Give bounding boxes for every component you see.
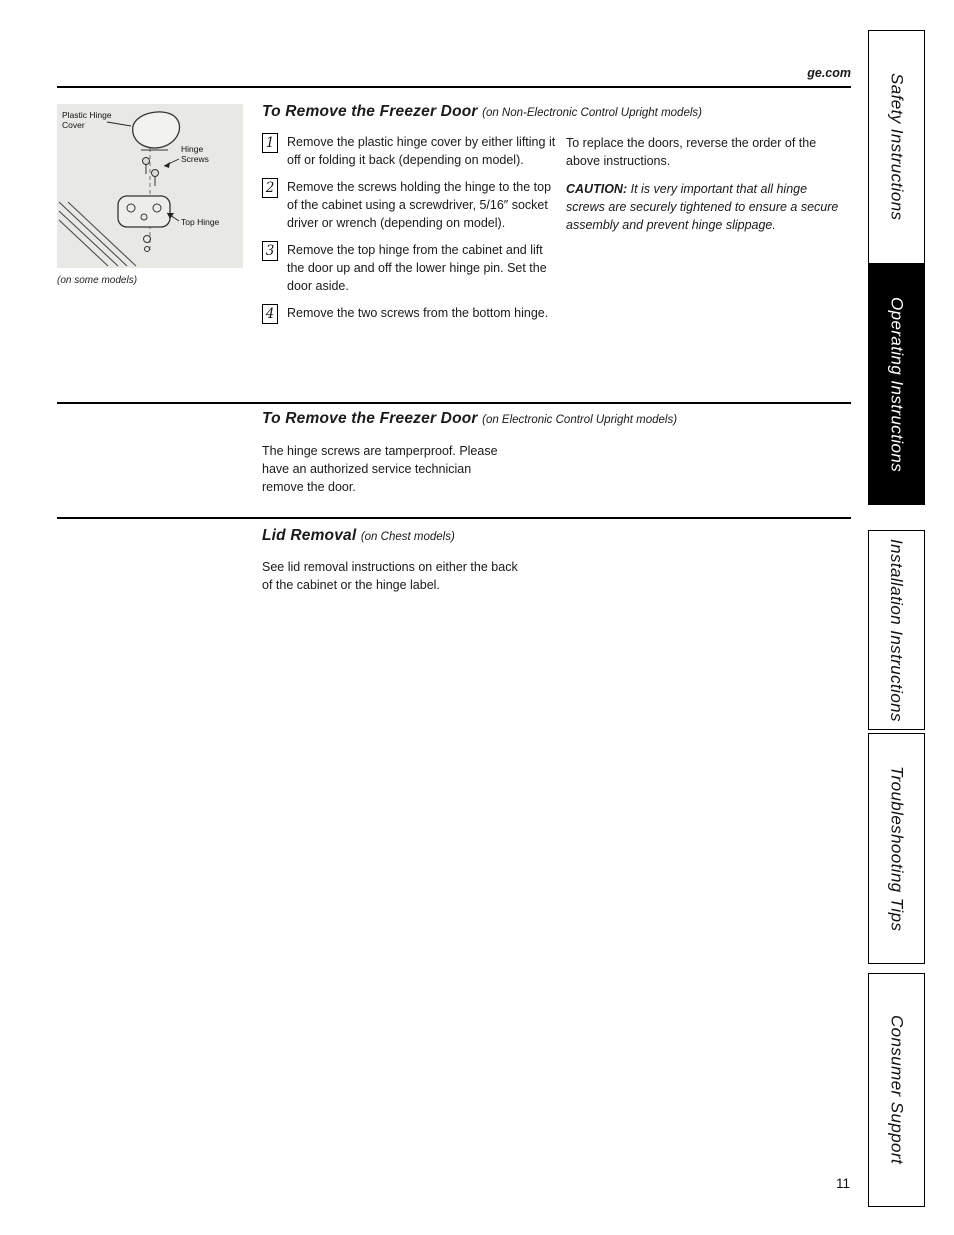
- section-divider-2: [57, 517, 851, 519]
- site-url: ge.com: [807, 66, 851, 80]
- page-number: 11: [835, 1176, 850, 1191]
- tab-operating-instructions-label: Operating Instructions: [887, 296, 907, 473]
- figure-label-plastic-hinge-cover: Plastic Hinge: [62, 110, 112, 120]
- caution-text: It is very important that all hinge screws are securely tightened to ensure a secure assembly and prevent hinge slippage.: [566, 182, 839, 232]
- section-1-title: To Remove the Freezer Door: [262, 103, 478, 120]
- tab-troubleshooting-tips-label: Troubleshooting Tips: [887, 765, 907, 932]
- step-2-text: Remove the screws holding the hinge to the top of the cabinet using a screwdriver, 5/16″ socket driver or wrench (depending on model).: [287, 180, 552, 230]
- step-4-text: Remove the two screws from the bottom hinge.: [287, 306, 549, 320]
- section-2-heading: [262, 410, 862, 428]
- section-3-body: See lid removal instructions on either the back of the cabinet or the hinge label.: [262, 560, 518, 592]
- tab-consumer-support-label: Consumer Support: [887, 1015, 907, 1165]
- section-3-title: Lid Removal: [262, 527, 357, 544]
- removal-steps-list: [262, 133, 556, 333]
- figure-caption: (on some models): [57, 275, 138, 286]
- header-rule: [57, 86, 851, 88]
- svg-text:Screws: Screws: [181, 154, 209, 164]
- hinge-screws-shape: [143, 158, 159, 187]
- step-1-text: Remove the plastic hinge cover by either lifting it off or folding it back (depending on model).: [287, 135, 556, 167]
- plastic-hinge-cover-shape: [133, 112, 180, 148]
- section-3-subtitle: (on Chest models): [360, 531, 455, 543]
- section-1-right-column: [566, 134, 848, 244]
- top-hinge-shape: [118, 196, 170, 252]
- step-3-number: 3: [262, 241, 278, 261]
- section-3-heading: [262, 527, 862, 545]
- tab-operating-instructions: [868, 264, 925, 505]
- step-4-number: 4: [262, 304, 278, 324]
- caution-label: CAUTION:: [566, 182, 628, 196]
- step-1-number: 1: [262, 133, 278, 153]
- section-divider-1: [57, 402, 851, 404]
- figure-label-top-hinge: Top Hinge: [181, 217, 220, 227]
- caution-paragraph: [566, 180, 848, 234]
- hinge-diagram-illustration: [57, 104, 243, 268]
- tab-consumer-support: [868, 973, 925, 1207]
- svg-text:Cover: Cover: [62, 120, 85, 130]
- hinge-diagram-figure: [57, 104, 243, 268]
- tab-safety-instructions-label: Safety Instructions: [887, 73, 907, 221]
- figure-label-hinge-screws: Hinge: [181, 144, 204, 154]
- tab-installation-instructions-label: Installation Instructions: [887, 538, 907, 722]
- step-2: [262, 178, 556, 232]
- step-3: [262, 241, 556, 295]
- step-3-text: Remove the top hinge from the cabinet and lift the door up and off the lower hinge pin. Set the door aside.: [287, 243, 547, 293]
- tab-safety-instructions: [868, 30, 925, 264]
- section-1-subtitle: (on Non-Electronic Control Upright models): [482, 107, 702, 119]
- replace-doors-note: To replace the doors, reverse the order of the above instructions.: [566, 136, 817, 168]
- section-2-subtitle: (on Electronic Control Upright models): [482, 414, 678, 426]
- section-2-title: To Remove the Freezer Door: [262, 410, 478, 427]
- section-1-heading: [262, 103, 862, 121]
- step-1: [262, 133, 556, 169]
- step-2-number: 2: [262, 178, 278, 198]
- step-4: [262, 304, 556, 324]
- tab-troubleshooting-tips: [868, 733, 925, 964]
- section-2-body: The hinge screws are tamperproof. Please have an authorized service technician remove the door.: [262, 444, 498, 494]
- tab-installation-instructions: [868, 530, 925, 730]
